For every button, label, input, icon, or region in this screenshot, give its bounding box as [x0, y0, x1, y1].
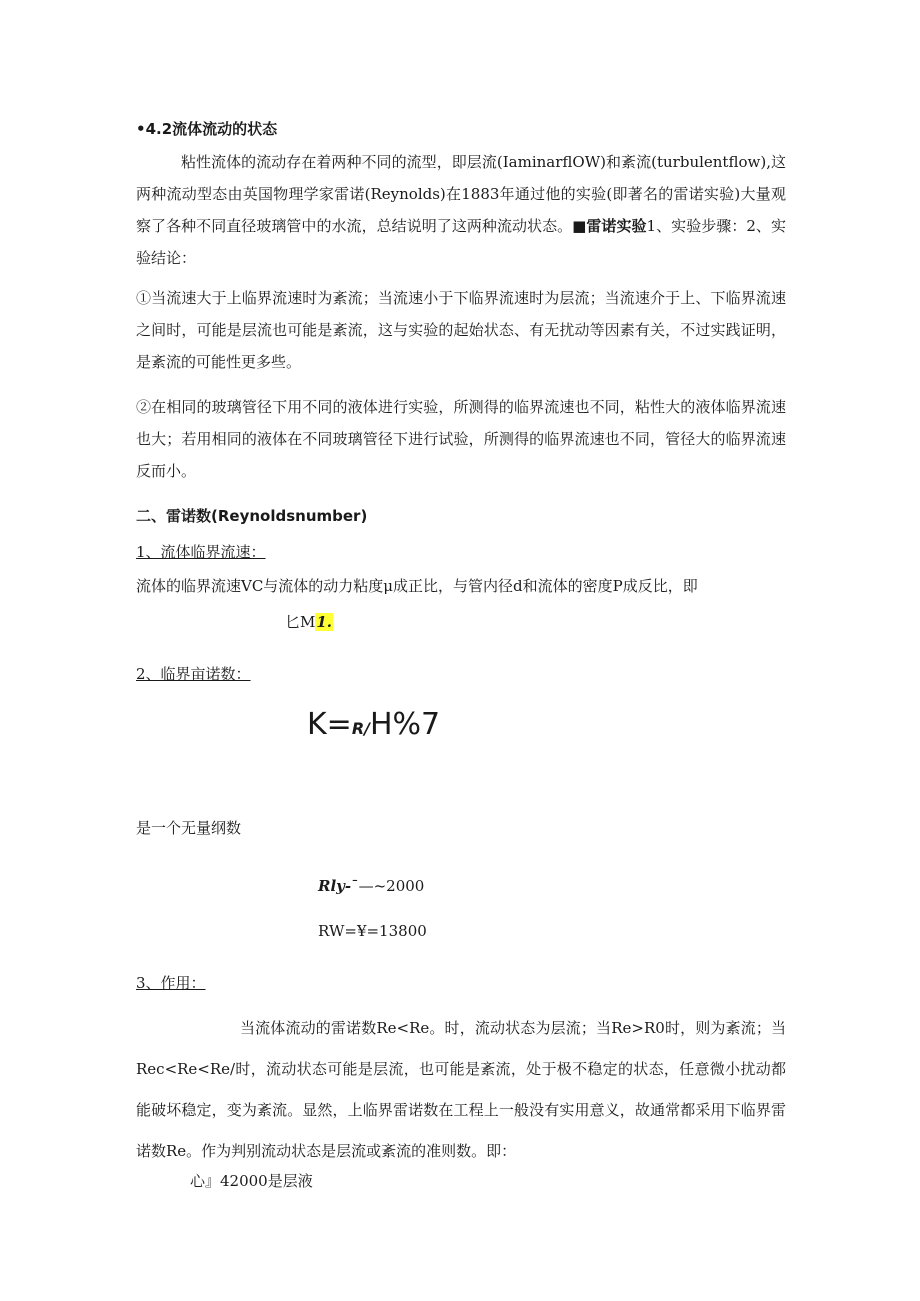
- section-heading: •4.2流体流动的状态: [136, 120, 278, 138]
- function-paragraph: 当流体流动的雷诺数Re<Re。时，流动状态为层流；当Re>R0时，则为紊流；当Rec<Re<Re/时，流动状态可能是层流，也可能是紊流，处于极不稳定的状态，任意微小扰动都能破坏稳定，变为紊流。显然，上临界雷诺数在工程上一般没有实用意义，故通常都采用下临界雷诺数Re。作为判别流动状态是层流或紊流的准则数。即：: [136, 1019, 786, 1160]
- eq1-a: Rly-: [318, 877, 352, 895]
- criterion-line: 心』42000是层液: [190, 1172, 313, 1190]
- eq1-b: ¯—~2000: [351, 877, 425, 895]
- intro-bold: ■雷诺实验: [572, 217, 647, 235]
- conclusion-1: ①当流速大于上临界流速时为紊流；当流速小于下临界流速时为层流；当流速介于上、下临界流速之间时，可能是层流也可能是紊流，这与实验的起始状态、有无扰动等因素有关，不过实践证明，是紊流的可能性更多些。: [136, 289, 786, 371]
- formula2-b: R/: [351, 719, 370, 738]
- formula-critical-velocity: [285, 611, 333, 632]
- heading-reynolds-number: 二、雷诺数(Reynoldsnumber): [136, 507, 368, 525]
- dimensionless-note: 是一个无量纲数: [136, 819, 242, 837]
- formula1-text: 匕M: [285, 613, 316, 631]
- formula1-highlight: 1.: [316, 613, 333, 631]
- conclusion-2: ②在相同的玻璃管径下用不同的液体进行实验，所测得的临界流速也不同，粘性大的液体临界流速也大；若用相同的液体在不同玻璃管径下进行试验，所测得的临界流速也不同，管径大的临界流速反而小。: [136, 398, 786, 480]
- intro-paragraph: [136, 146, 786, 274]
- intro-tail: 1、实验步骤：2、实验结论：: [136, 217, 786, 267]
- lower-critical-equation: [318, 877, 424, 895]
- formula2-c: H%7: [369, 707, 441, 742]
- subheading-function: 3、作用：: [136, 974, 206, 992]
- critical-velocity-text: 流体的临界流速VC与流体的动力粘度μ成正比，与管内径d和流体的密度P成反比，即: [136, 577, 698, 595]
- intro-text: 粘性流体的流动存在着两种不同的流型，即层流(IaminarflOW)和紊流(turbulentflow),这两种流动型态由英国物理学家雷诺(Reynolds)在1883年通过他的实验(即著名的雷诺实验)大量观察了各种不同直径玻璃管中的水流，总结说明了这两种流动状态。: [136, 153, 786, 235]
- formula2-a: K=: [307, 707, 352, 742]
- subheading-critical-velocity: 1、流体临界流速：: [136, 543, 266, 561]
- upper-critical-equation: RW=¥=13800: [318, 922, 427, 940]
- formula-reynolds: [307, 707, 440, 742]
- subheading-critical-reynolds: 2、临界亩诺数：: [136, 665, 251, 683]
